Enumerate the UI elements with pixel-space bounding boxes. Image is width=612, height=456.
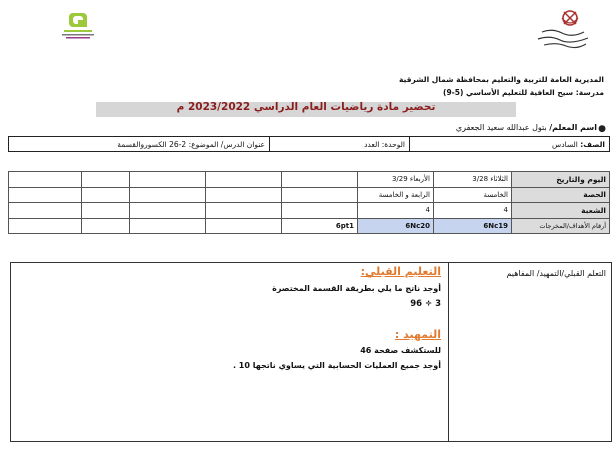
table-row <box>9 187 610 203</box>
empty-cell <box>206 172 282 188</box>
grade-cell <box>410 137 610 152</box>
prior-learning-math: 96 ÷ 3 <box>410 299 441 309</box>
introduction-task: أوجد جميع العمليات الحسابية التي يساوي ناتجها 10 . <box>232 361 441 370</box>
empty-cell <box>9 218 82 234</box>
row-label-period: الحصة <box>512 187 610 203</box>
row-label-day-date: اليوم والتاريخ <box>512 172 610 188</box>
empty-cell <box>206 218 282 234</box>
period-cell: الخامسة <box>434 187 512 203</box>
bullet-icon: ● <box>598 124 606 134</box>
teacher-label: اسم المعلم/ <box>549 123 597 132</box>
info-table <box>8 136 610 152</box>
page-title: تحضير مادة رياضيات العام الدراسي 2023/2022 م <box>176 101 436 113</box>
period-cell: الرابعة و الخامسة <box>358 187 434 203</box>
lesson-cell <box>9 137 270 152</box>
table-row <box>9 203 610 219</box>
empty-cell <box>82 203 130 219</box>
empty-cell <box>282 172 358 188</box>
teacher-line <box>456 123 597 132</box>
schedule-table <box>8 171 610 234</box>
grade-label: الصف: <box>580 139 605 149</box>
ministry-emblem <box>532 6 594 52</box>
empty-cell <box>282 187 358 203</box>
empty-cell <box>9 187 82 203</box>
unit-value: العدد <box>364 139 380 149</box>
outcome-cell: 6Nc20 <box>358 218 434 234</box>
plan-divider <box>448 262 449 442</box>
prior-learning-text: أوجد ناتج ما يلي بطريقة القسمة المختصرة <box>272 284 441 293</box>
section-cell: 4 <box>358 203 434 219</box>
prior-learning-heading: التعليم القبلي: <box>360 265 441 278</box>
empty-cell <box>282 203 358 219</box>
empty-cell <box>130 187 206 203</box>
grade-value: السادس <box>552 139 578 149</box>
introduction-text: للستكشف صفحة 46 <box>360 346 441 355</box>
empty-cell <box>82 172 130 188</box>
teacher-name: بتول عبدالله سعيد الجعفري <box>455 123 547 132</box>
lesson-value: 2-26 الكسوروالقسمة <box>117 139 187 149</box>
empty-cell <box>82 218 130 234</box>
empty-cell <box>9 172 82 188</box>
school-line: مدرسة: سيح العافية للتعليم الأساسي (5-9) <box>443 88 604 97</box>
outcome-cell: 6pt1 <box>282 218 358 234</box>
row-label-outcomes: أرقام الأهداف/المخرجات <box>512 218 610 234</box>
quality-logo <box>58 12 98 44</box>
section-cell: 4 <box>434 203 512 219</box>
unit-label: الوحدة: <box>381 139 405 149</box>
empty-cell <box>206 187 282 203</box>
directorate-line: المديرية العامة للتربية والتعليم بمحافظة شمال الشرقية <box>398 75 604 84</box>
plan-section-label: التعلم القبلي/التمهيد/ المفاهيم <box>506 269 606 278</box>
empty-cell <box>82 187 130 203</box>
day-date-cell: الثلاثاء 3/28 <box>434 172 512 188</box>
unit-cell <box>270 137 410 152</box>
row-label-section: الشعبة <box>512 203 610 219</box>
lesson-label: عنوان الدرس/ الموضوع: <box>188 139 265 149</box>
empty-cell <box>130 203 206 219</box>
table-row <box>9 218 610 234</box>
introduction-heading: التمهيد : <box>394 328 441 341</box>
table-row <box>9 172 610 188</box>
empty-cell <box>206 203 282 219</box>
empty-cell <box>130 172 206 188</box>
day-date-cell: الأربعاء 3/29 <box>358 172 434 188</box>
empty-cell <box>9 203 82 219</box>
empty-cell <box>130 218 206 234</box>
outcome-cell: 6Nc19 <box>434 218 512 234</box>
